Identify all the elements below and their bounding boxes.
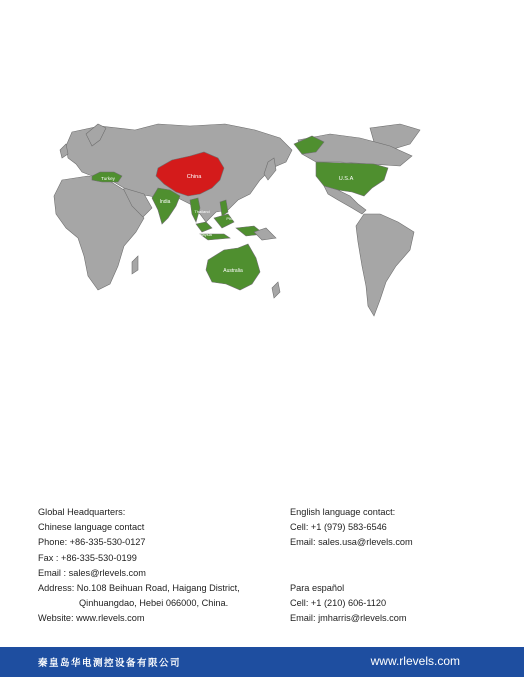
label-philippines: Philippines [226,216,246,221]
address-line-2: Qinhuangdao, Hebei 066000, China. [79,598,229,609]
company-name-chinese: 秦皇岛华电测控设备有限公司 [38,658,182,669]
madagascar [132,256,138,274]
label-thailand: Thailand [194,209,210,214]
label-usa: U.S.A [338,176,354,182]
spanish-contact-heading: Para español [290,582,345,593]
fax-number: Fax : +86-335-530-0199 [38,552,137,563]
section-spacer [290,551,510,581]
english-cell: Cell: +1 (979) 583-6546 [290,522,387,533]
address-line-1: Address: No.108 Beihuan Road, Haigang District, [38,583,240,594]
footer-website-link[interactable]: www.rlevels.com [370,654,460,668]
world-map [40,110,485,325]
english-contact-heading: English language contact: [290,507,396,517]
india-shape [152,188,180,224]
website-link[interactable]: Website: www.rlevels.com [38,613,145,624]
footer-bar [0,647,524,677]
chinese-language-label: Chinese language contact [38,522,145,533]
label-australia: Australia [223,268,243,274]
label-india: India [159,199,171,205]
email-address[interactable]: Email : sales@rlevels.com [38,567,146,578]
americas-contact [290,505,510,626]
label-malaysia: Malaysia [196,232,212,237]
spanish-cell: Cell: +1 (210) 606-1120 [290,597,387,608]
english-email[interactable]: Email: sales.usa@rlevels.com [290,537,413,548]
label-turkey: Turkey [101,176,115,181]
headquarters-heading: Global Headquarters: [38,507,126,517]
phone-number: Phone: +86-335-530-0127 [38,537,146,548]
spanish-email[interactable]: Email: jmharris@rlevels.com [290,613,407,624]
south-america [356,214,414,316]
new-zealand [272,282,280,298]
label-china: China [186,174,202,180]
headquarters-contact [38,505,278,627]
australia-shape [206,244,260,290]
